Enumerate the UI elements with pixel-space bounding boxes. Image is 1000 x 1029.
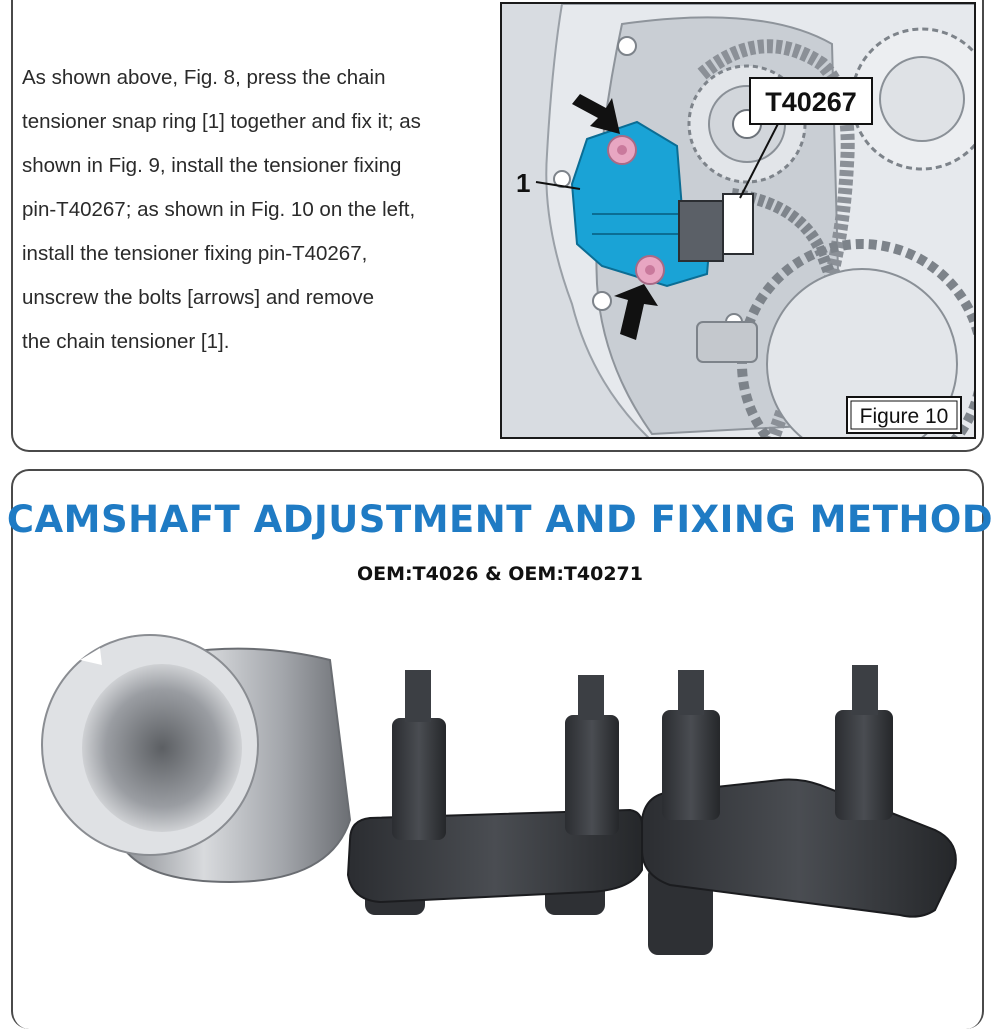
fixing-bracket-left <box>348 670 642 915</box>
instruction-line: the chain tensioner [1]. <box>22 330 230 353</box>
instruction-line: unscrew the bolts [arrows] and remove <box>22 286 375 309</box>
section-title: CAMSHAFT ADJUSTMENT AND FIXING METHOD <box>6 498 994 541</box>
instruction-line: tensioner snap ring [1] together and fix it; as <box>22 110 421 133</box>
figure-caption: Figure 10 <box>859 405 949 428</box>
tool-product-photo <box>30 620 970 995</box>
instruction-line: install the tensioner fixing pin-T40267, <box>22 242 368 265</box>
tool-label: T40267 <box>765 87 857 117</box>
instruction-line: shown in Fig. 9, install the tensioner fixing <box>22 154 402 177</box>
fixing-bracket-right <box>642 665 956 955</box>
instruction-line: pin-T40267; as shown in Fig. 10 on the left, <box>22 198 416 221</box>
instruction-text <box>22 56 492 364</box>
sleeve-tool <box>42 635 350 882</box>
figure-10-diagram <box>500 2 976 439</box>
instruction-line: As shown above, Fig. 8, press the chain <box>22 66 386 89</box>
section-subtitle: OEM:T4026 & OEM:T40271 <box>357 563 643 585</box>
part-number-label: 1 <box>516 168 531 198</box>
